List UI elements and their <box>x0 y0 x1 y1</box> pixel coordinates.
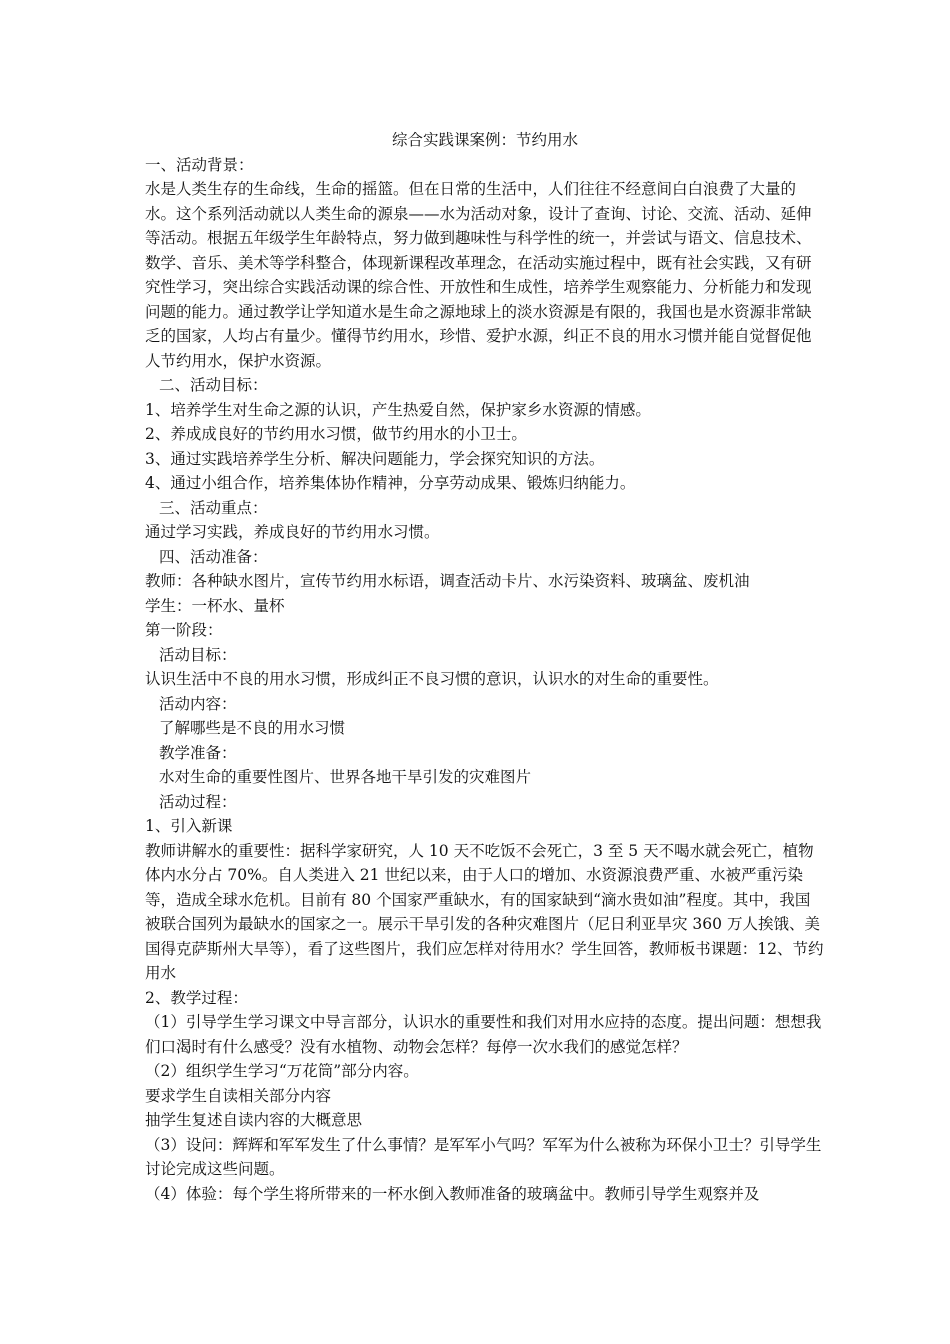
paragraph: 教学准备： <box>159 743 237 762</box>
paragraph: （4）体验：每个学生将所带来的一杯水倒入教师准备的玻璃盆中。教师引导学生观察并及 <box>145 1184 760 1203</box>
paragraph: 第一阶段： <box>145 621 223 639</box>
paragraph: 1、培养学生对生命之源的认识，产生热爱自然，保护家乡水资源的情感。 <box>145 400 651 419</box>
paragraph: 三、活动重点： <box>159 498 268 517</box>
paragraph: （1）引导学生学习课文中导言部分，认识水的重要性和我们对用水应持的态度。提出问题：想想我们口渴时有什么感受？没有水植物、动物会怎样？每停一次水我们的感觉怎样？ <box>145 1013 822 1056</box>
paragraph: 二、活动目标： <box>159 376 268 394</box>
paragraph: 抽学生复述自读内容的大概意思 <box>145 1111 363 1129</box>
paragraph: 1、引入新课 <box>145 817 233 835</box>
paragraph: 教师讲解水的重要性：据科学家研究，人 10 天不吃饭不会死亡，3 至 5 天不喝水就会死亡，植物体内水分占 70%。自人类进入 21 世纪以来，由于人口的增加、水资源浪费严重、水被严重污染等，造成全球水危机。目前有 80 个国家严重缺水，有的国家缺到“滴水贵如油”程度。其中，我国被联合国列为最缺水的国家之一。展示干旱引发的各种灾难图片（尼日利亚旱灾 360 万人挨饿、美国得克萨斯州大旱等），看了这些图片，我们应怎样对待用水？学生回答，教师板书课题：12、节约用水 <box>145 841 824 982</box>
document-title: 综合实践课案例：节约用水 <box>391 131 578 149</box>
paragraph: （2）组织学生学习“万花筒”部分内容。 <box>145 1062 419 1080</box>
paragraph: 水对生命的重要性图片、世界各地干旱引发的灾难图片 <box>159 768 532 786</box>
paragraph: 要求学生自读相关部分内容 <box>145 1086 332 1105</box>
paragraph: 教师：各种缺水图片，宣传节约用水标语，调查活动卡片、水污染资料、玻璃盆、废机油 <box>145 572 750 590</box>
paragraph: 活动内容： <box>159 694 237 713</box>
paragraph: 3、通过实践培养学生分析、解决问题能力，学会探究知识的方法。 <box>145 449 605 468</box>
paragraph: 认识生活中不良的用水习惯，形成纠正不良习惯的意识，认识水的对生命的重要性。 <box>145 670 719 688</box>
document-body <box>145 128 825 1206</box>
paragraph: （3）设问：辉辉和军军发生了什么事情？是军军小气吗？军军为什么被称为环保小卫士？引导学生讨论完成这些问题。 <box>145 1135 822 1178</box>
paragraph: 水是人类生存的生命线，生命的摇篮。但在日常的生活中，人们往往不经意间白白浪费了大量的水。这个系列活动就以人类生命的源泉——水为活动对象，设计了查询、讨论、交流、活动、延伸等活动。根据五年级学生年龄特点，努力做到趣味性与科学性的统一，并尝试与语文、信息技术、数学、音乐、美术等学科整合，体现新课程改革理念，在活动实施过程中，既有社会实践，又有研究性学习，突出综合实践活动课的综合性、开放性和生成性，培养学生观察能力、分析能力和发现问题的能力。通过教学让学知道水是生命之源地球上的淡水资源是有限的，我国也是水资源非常缺乏的国家，人均占有量少。懂得节约用水，珍惜、爱护水源，纠正不良的用水习惯并能自觉督促他人节约用水，保护水资源。 <box>145 180 812 370</box>
paragraph: 一、活动背景： <box>145 155 254 174</box>
paragraph: 活动过程： <box>159 792 237 811</box>
paragraph: 学生：一杯水、量杯 <box>145 596 285 615</box>
paragraph: 2、教学过程： <box>145 988 248 1007</box>
paragraph: 4、通过小组合作，培养集体协作精神，分享劳动成果、锻炼归纳能力。 <box>145 474 636 492</box>
paragraph: 通过学习实践，养成良好的节约用水习惯。 <box>145 523 440 541</box>
paragraph: 活动目标： <box>159 645 237 664</box>
paragraph: 了解哪些是不良的用水习惯 <box>159 719 346 737</box>
paragraph: 四、活动准备： <box>159 547 268 566</box>
paragraph: 2、养成成良好的节约用水习惯，做节约用水的小卫士。 <box>145 425 527 443</box>
